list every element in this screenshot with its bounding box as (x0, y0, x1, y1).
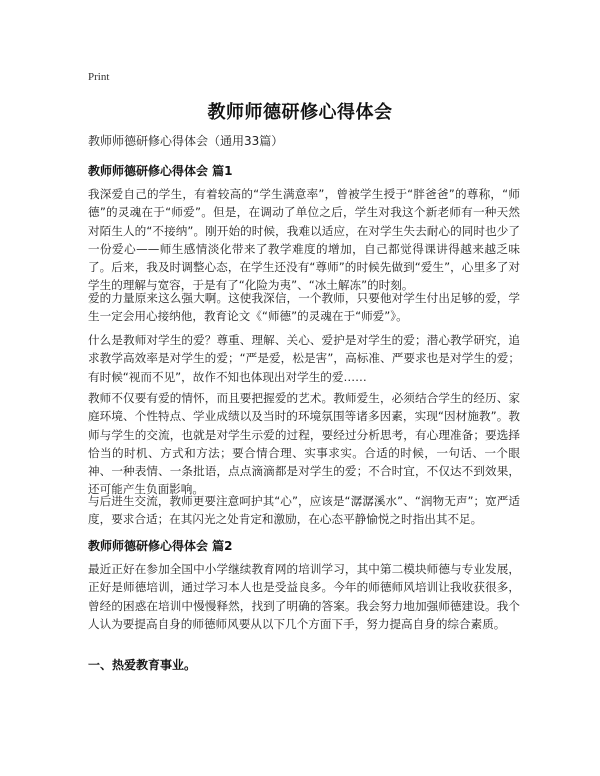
paragraph: 什么是教师对学生的爱？尊重、理解、关心、爱护是对学生的爱；潜心教学研究，追求教学高效率是对学生的爱；“严是爱，松是害”，高标准、严要求也是对学生的爱；有时候“视而不见”，故作不知也体现出对学生的爱…… (88, 333, 520, 384)
point-heading: 一、热爱教育事业。 (88, 658, 197, 672)
paragraph: 教师不仅要有爱的情怀，而且要把握爱的艺术。教师爱生，必须结合学生的经历、家庭环境、个性特点、学业成绩以及当时的环境氛围等诸多因素，实现“因材施教”。教师与学生的交流，也就是对学生示爱的过程，要经过分析思考，有心理准备；要选择恰当的时机、方式和方法；要合情合理、实事求实。合适的时候，一句话、一个眼神、一种表情、一条批语，点点滴滴都是对学生的爱；不合时宜，不仅达不到效果，还可能产生负面影响。 (88, 391, 520, 497)
section-heading-2: 教师师德研修心得体会 篇2 (88, 539, 233, 553)
paragraph: 我深爱自己的学生，有着较高的“学生满意率”，曾被学生授于“胖爸爸”的尊称，“师德”的灵魂在于“师爱”。但是，在调动了单位之后，学生对我这个新老师有一种天然对陌生人的“不接纳”。刚开始的时候，我难以适应，在对学生失去耐心的同时也少了一份爱心——师生感情淡化带来了教学难度的增加，自己都觉得课讲得越来越乏味了。后来，我及时调整心态，在学生还没有“尊师”的时候先做到“爱生”，心里多了对学生的理解与宽容，于是有了“化险为夷”、“冰土解冻”的时刻。 (88, 187, 520, 293)
section-heading-1: 教师师德研修心得体会 篇1 (88, 164, 233, 178)
document-subtitle: 教师师德研修心得体会（通用33篇） (88, 134, 284, 148)
page-title: 教师师德研修心得体会 (207, 102, 393, 123)
paragraph: 与后进生交流，教师更要注意呵护其“心”，应该是“潺潺溪水”、“润物无声”；宽严适度，要求合适；在其闪光之处肯定和激励，在心态平静愉悦之时指出其不足。 (88, 494, 520, 527)
paragraph: 最近正好在参加全国中小学继续教育网的培训学习，其中第二模块师德与专业发展，正好是师德培训，通过学习本人也是受益良多。今年的师德师风培训让我收获很多，曾经的困惑在培训中慢慢释然，找到了明确的答案。我会努力地加强师德建设。我个人认为要提高自身的师德师风要从以下几个方面下手，努力提高自身的综合素质。 (88, 562, 520, 631)
paragraph: 爱的力量原来这么强大啊。这使我深信，一个教师，只要他对学生付出足够的爱，学生一定会用心接纳他，教育论文《“师德”的灵魂在于“师爱”》。 (88, 291, 520, 324)
print-label[interactable]: Print (88, 71, 110, 83)
